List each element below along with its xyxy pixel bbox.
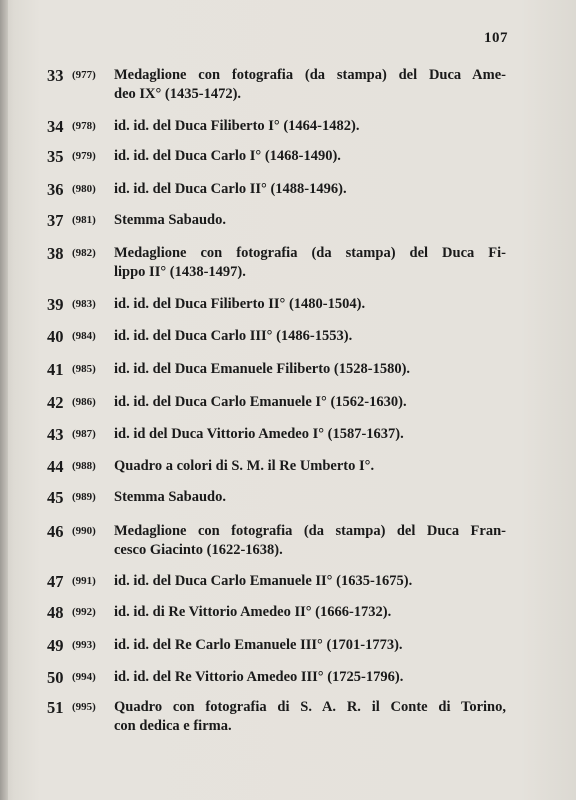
description-line: id. id. del Re Vittorio Amedeo III° (1725-1796). [114, 669, 404, 685]
entry-description [114, 244, 506, 282]
entry-number: 36 [47, 180, 64, 199]
description-line: id. id. del Re Carlo Emanuele III° (1701-1773). [114, 637, 403, 653]
description-line: id. id. del Duca Filiberto I° (1464-1482). [114, 118, 360, 134]
description-line: Stemma Sabaudo. [114, 489, 226, 505]
entry-description [114, 668, 506, 687]
entry-number: 44 [47, 457, 64, 476]
entry-description [114, 522, 506, 560]
inventory-number: (994) [72, 671, 96, 683]
description-line: id. id. di Re Vittorio Amedeo II° (1666-1732). [114, 604, 392, 620]
entry-number: 48 [47, 603, 64, 622]
description-line: id. id. del Duca Carlo III° (1486-1553). [114, 328, 353, 344]
entry-description [114, 360, 506, 379]
entry-number: 42 [47, 393, 64, 412]
entry-description [114, 66, 506, 104]
entry-number: 39 [47, 295, 64, 314]
entry-number: 43 [47, 425, 64, 444]
entry-description [114, 393, 506, 412]
inventory-number: (983) [72, 298, 96, 310]
entry-number: 50 [47, 668, 64, 687]
description-line: id. id. del Duca Carlo Emanuele II° (1635-1675). [114, 573, 413, 589]
inventory-number: (993) [72, 639, 96, 651]
description-line: Quadro con fotografia di S. A. R. il Conte di Torino, [114, 699, 506, 715]
inventory-number: (980) [72, 183, 96, 195]
description-line: lippo II° (1438-1497). [114, 264, 246, 280]
inventory-number: (988) [72, 460, 96, 472]
inventory-number: (984) [72, 330, 96, 342]
inventory-number: (979) [72, 150, 96, 162]
inventory-number: (982) [72, 247, 96, 259]
inventory-number: (991) [72, 575, 96, 587]
page-number: 107 [484, 30, 508, 46]
entry-description [114, 327, 506, 346]
description-line: id. id del Duca Vittorio Amedeo I° (1587-1637). [114, 426, 404, 442]
entry-number: 40 [47, 327, 64, 346]
description-line: id. id. del Duca Carlo II° (1488-1496). [114, 181, 347, 197]
description-line: Medaglione con fotografia (da stampa) del Duca Fi- [114, 245, 506, 261]
inventory-number: (995) [72, 701, 96, 713]
inventory-number: (978) [72, 120, 96, 132]
entry-description [114, 211, 506, 230]
entry-description [114, 147, 506, 166]
entry-description [114, 457, 506, 476]
inventory-number: (977) [72, 69, 96, 81]
entry-number: 37 [47, 211, 64, 230]
description-line: id. id. del Duca Carlo Emanuele I° (1562-1630). [114, 394, 407, 410]
entry-number: 51 [47, 698, 64, 717]
inventory-number: (987) [72, 428, 96, 440]
entry-description [114, 425, 506, 444]
inventory-number: (986) [72, 396, 96, 408]
description-line: Quadro a colori di S. M. il Re Umberto I°. [114, 458, 375, 474]
inventory-number: (992) [72, 606, 96, 618]
binding-shadow [0, 0, 8, 800]
inventory-number: (981) [72, 214, 96, 226]
description-line: id. id. del Duca Carlo I° (1468-1490). [114, 148, 341, 164]
entry-number: 38 [47, 244, 64, 263]
entry-number: 46 [47, 522, 64, 541]
description-line: cesco Giacinto (1622-1638). [114, 542, 283, 558]
description-line: id. id. del Duca Filiberto II° (1480-1504). [114, 296, 366, 312]
entry-description [114, 117, 506, 136]
entry-description [114, 698, 506, 736]
entry-number: 35 [47, 147, 64, 166]
entry-description [114, 295, 506, 314]
description-line: id. id. del Duca Emanuele Filiberto (1528-1580). [114, 361, 411, 377]
entry-description [114, 636, 506, 655]
entry-description [114, 180, 506, 199]
entry-description [114, 572, 506, 591]
description-line: Medaglione con fotografia (da stampa) del Duca Ame- [114, 67, 506, 83]
description-line: deo IX° (1435-1472). [114, 86, 242, 102]
entry-description [114, 603, 506, 622]
description-line: con dedica e firma. [114, 718, 232, 734]
entry-number: 33 [47, 66, 64, 85]
entry-description [114, 488, 506, 507]
inventory-number: (990) [72, 525, 96, 537]
entry-number: 41 [47, 360, 64, 379]
description-line: Stemma Sabaudo. [114, 212, 226, 228]
inventory-number: (985) [72, 363, 96, 375]
inventory-number: (989) [72, 491, 96, 503]
description-line: Medaglione con fotografia (da stampa) del Duca Fran- [114, 523, 506, 539]
entry-number: 47 [47, 572, 64, 591]
entry-number: 49 [47, 636, 64, 655]
entry-number: 34 [47, 117, 64, 136]
entry-number: 45 [47, 488, 64, 507]
